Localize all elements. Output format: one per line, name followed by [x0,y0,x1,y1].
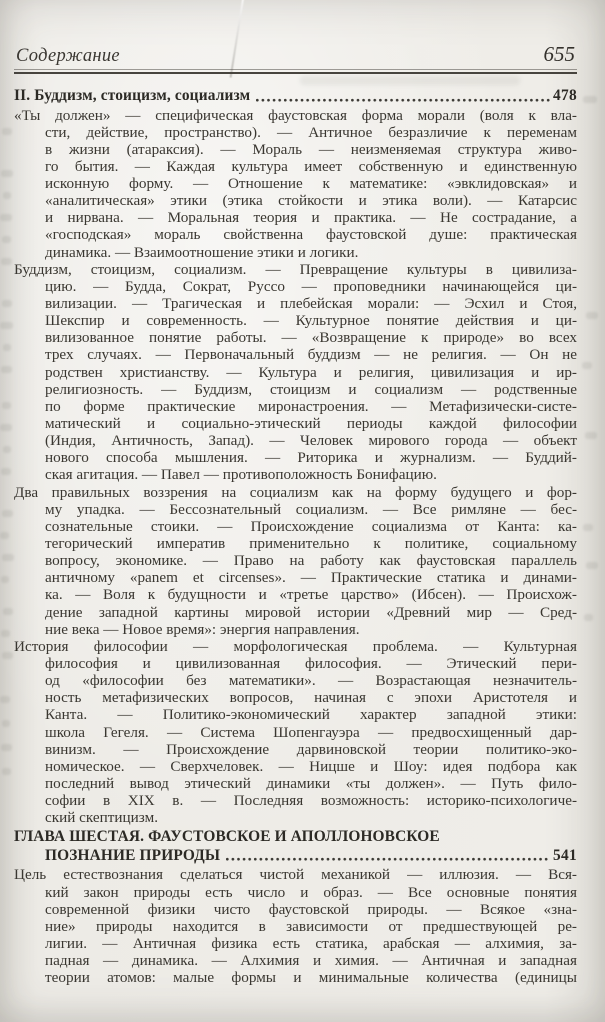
bleed-through-artifact [3,608,13,615]
bleed-through-artifact [2,554,14,561]
dot-leader [226,856,550,863]
bleed-through-artifact [584,614,593,621]
bleed-through-artifact [583,524,593,531]
toc-text-line: го бытия. — Каждая культура имеет собственную и единственную [45,157,577,175]
toc-paragraph [14,484,577,638]
toc-text-line: в жизни (атараксия). — Мораль — неизменяемая структура живо- [45,140,577,158]
toc-text-line: сознательные стоики. — Происхождение социализма от Канта: ка- [45,517,577,535]
bleed-through-artifact [3,192,11,199]
toc-text-line: религиозность. — Буддизм, стоицизм и социализм — родственные [45,380,577,398]
bleed-through-artifact [2,768,11,775]
toc-text-line: вопросу, экономике. — Право на работу как фаустовская параллель [45,552,577,570]
header-rule-thin-line [14,69,577,70]
bleed-through-artifact [585,432,597,439]
toc-text-line: трех случаях. — Первоначальный буддизм — не религия. — Он не [45,346,577,364]
bleed-through-artifact [0,532,9,539]
bleed-through-artifact [0,322,13,329]
toc-text-line: вилизованное понятие работы. — «Возвращение к природе» во всех [45,329,577,347]
toc-text-line: школа Гегеля. — Система Шопенгауэра — предвосхищенный дар- [45,723,577,741]
toc-heading-text: ГЛАВА ШЕСТАЯ. ФАУСТОВСКОЕ И АПОЛЛОНОВСКОЕ [14,828,440,846]
toc-text-line: вилизации. — Трагическая и плебейская морали: — Эсхил и Стоя, [45,295,577,313]
toc-text-line: дение западной картины мировой истории «Древний мир — Сред- [45,603,577,621]
toc-text-line: «господская» мораль свойственна фаустовской душе: практическая [45,226,577,244]
toc-text-line: цию. — Будда, Сократ, Руссо — проповедники начинающейся ци- [45,277,577,295]
toc-text-line: матический и социально-этический периоды каждой философии [45,415,577,433]
toc-text-line: Цель естествознания сделаться чистой механикой — иллюзия. — Вся- [14,866,577,884]
toc-text-line: «аналитическая» этики (этика стойкости и этика воли). — Катарсис [45,192,577,210]
toc-text-line: ка. — Воля к будущности и «третье царство» (Ибсен). — Происхож- [45,586,577,604]
toc-heading-line [14,847,577,866]
bleed-through-artifact [2,402,11,409]
bleed-through-artifact [1,258,12,265]
toc-text-line: по форме практические миронастроения. — Метафизически-систе- [45,397,577,415]
running-header [14,42,577,67]
bleed-through-artifact [0,214,12,221]
toc-text-line: античному «panem et circenses». — Практические статика и динами- [45,569,577,587]
bleed-through-artifact [1,468,11,475]
toc-text-line: сти, действие, пространство). — Античное безразличие к переменам [45,123,577,141]
bleed-through-artifact [582,362,592,369]
bleed-through-artifact [3,344,11,351]
toc-text-line: «Ты должен» — специфическая фаустовская форма морали (воля к вла- [14,106,577,124]
toc-text-line: падная — динамика. — Алхимия и химия. — Античная и западная [45,952,577,970]
toc-text-line: исконную форму. — Отношение к математике: «эвклидовская» и [45,175,577,193]
toc-text-line: од «философии без математики». — Возрастающая незначитель- [45,672,577,690]
running-title: Содержание [16,46,120,66]
bleed-through-artifact [1,366,12,373]
toc-text-line: софии в XIX в. — Последняя возможность: историко-психологиче- [45,792,577,810]
toc-text-line: ская агитация. — Павел — противоположность Бонифацию. [45,466,437,484]
toc-text-line: ние» природы находится в зависимости от предшествующей ре- [45,917,577,935]
bleed-through-artifact [1,744,12,751]
bleed-through-artifact [583,96,597,103]
toc-text-line: (Индия, Античность, Запад). — Человек мирового города — объект [45,432,577,450]
toc-text-line: кий закон природы есть число и образ. — Все основные понятия [45,883,577,901]
toc-text-line: Шекспир и современность. — Культурное понятие действия и ци- [45,312,577,330]
bleed-through-artifact [0,696,10,703]
toc-text-line: винизм. — Происхождение дарвиновской теории политико-эко- [45,740,577,758]
bleed-through-artifact [0,424,12,431]
toc-text-line: ский скептицизм. [45,809,158,827]
toc-paragraph [14,261,577,484]
page-content [14,42,577,986]
toc-paragraph [14,638,577,827]
toc-text-line: философия и цивилизованная философия. — Этический пери- [45,655,577,672]
toc-text-line: ность метафизических вопросов, начиная с эпохи Аристотеля и [45,689,577,707]
bleed-through-artifact [586,312,598,319]
page-number: 655 [543,42,575,66]
toc-text-line: История философии — морфологическая проблема. — Культурная [14,637,577,655]
bleed-through-artifact [1,170,13,177]
toc-text-line: нового способа мышления. — Риторика и журнализм. — Буддий- [45,449,577,467]
bleed-through-artifact [2,652,13,659]
bleed-through-artifact [1,630,10,637]
toc-paragraph [14,866,577,986]
bleed-through-artifact [1,576,9,583]
toc-entry-page-number: 478 [553,87,577,104]
toc-heading [14,87,577,106]
toc-text-line: динамика. — Взаимоотношение этики и логики. [45,243,359,261]
toc-text-line: номическое. — Сверхчеловек. — Ницше и Шоу: идея подбора как [45,757,577,775]
dot-leader [256,97,550,104]
toc-text-line: Буддизм, стоицизм, социализм. — Превращение культуры в цивилиза- [14,260,577,278]
bleed-through-artifact [3,446,11,453]
bleed-through-artifact [2,128,12,135]
toc-text-line: лигии. — Античная физика есть статика, арабская — алхимия, за- [45,934,577,952]
bleed-through-artifact [2,236,11,243]
toc-entry-page-number: 541 [553,846,577,864]
toc-text-line: тегорический императив применительно к политике, социальному [45,535,577,553]
toc-text-line: родствен христианству. — Культура и религия, цивилизация и ир- [45,363,577,381]
header-rule-thick-line [14,72,577,74]
toc-heading [14,828,577,865]
toc-paragraph [14,107,577,261]
toc-text-line: Два правильных воззрения на социализм как на форму будущего и фор- [14,483,577,501]
toc-text-line: Канта. — Политико-экономический характер западной этики: [45,706,577,724]
toc-text-line: теории атомов: малые формы и минимальные количества (единицы [45,969,577,987]
toc-text-line: му упадка. — Бессознательный социализм. — Все римляне — бес- [45,500,577,518]
header-rule [14,69,577,76]
toc-heading-line [14,828,577,847]
toc-text-line: последний вывод этический динамики «ты должен». — Путь фило- [45,774,577,792]
bleed-through-artifact [586,562,598,569]
table-of-contents [14,87,577,986]
toc-heading-text: ПОЗНАНИЕ ПРИРОДЫ [45,846,221,864]
toc-heading-text: II. Буддизм, стоицизм, социализм [14,87,251,104]
bleed-through-artifact [2,300,12,307]
toc-heading-line [14,87,577,106]
bleed-through-artifact [2,510,13,517]
toc-text-line: современной физики чисто фаустовской природы. — Всякое «зна- [45,900,577,918]
toc-text-line: и нирвана. — Моральная теория и практика. — Не сострадание, а [45,209,577,227]
bleed-through-artifact [2,720,10,727]
toc-text-line: ние века — Новое время»: энергия направления. [45,620,360,638]
